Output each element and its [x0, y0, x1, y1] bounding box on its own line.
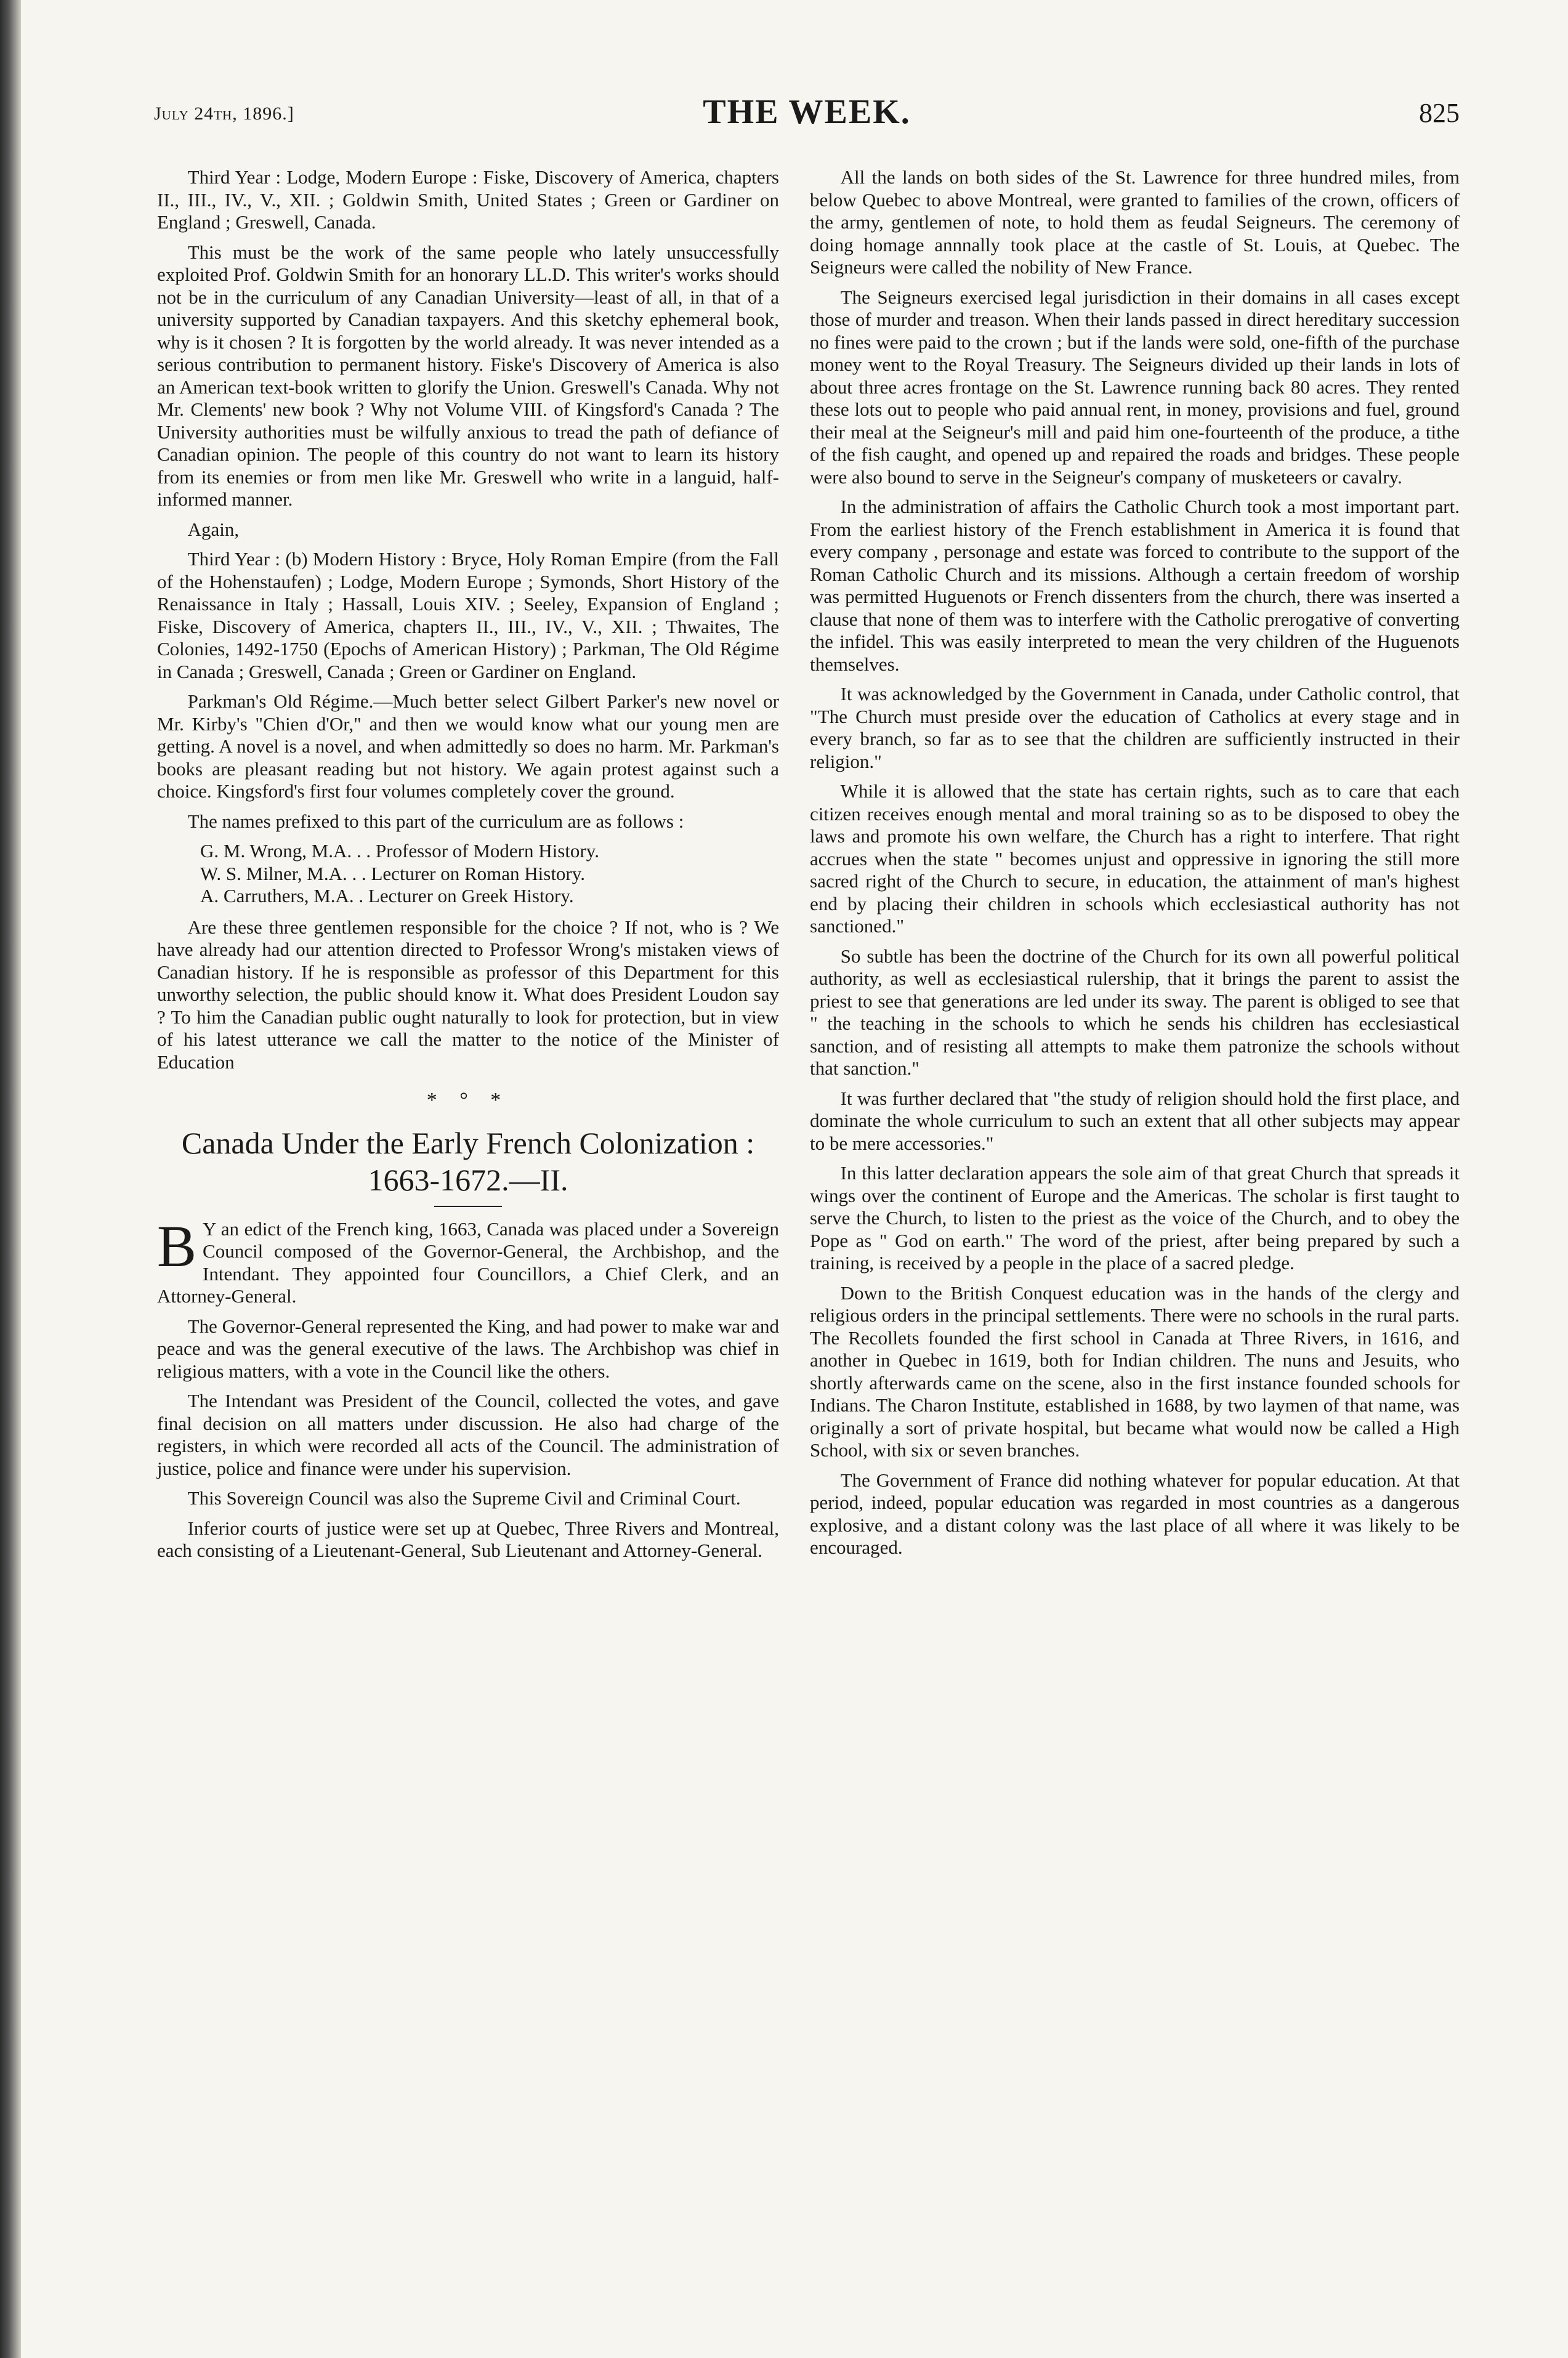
- page-number: 825: [1419, 98, 1460, 128]
- paragraph: The names prefixed to this part of the curriculum are as follows :: [187, 810, 684, 832]
- article-paragraph: B Y an edict of the French king, 1663, Canada was placed under a Sovereign Council composed of the Governor-General, the Archbishop, and the Intendant. They appointed four Councillors, a Chief Clerk, and an Attorney-General.: [157, 1213, 779, 1307]
- article-paragraph: While it is allowed that the state has certain rights, such as to care that each citizen receives enough mental and moral training so as to be disposed to obey the laws and promote his own welfare, the Church has a right to interfere. That right accrues when the state " becomes unjust and oppressive in ignoring the still more sacred right of the Church to secure, in education, the attainment of man's highest end by placing their children in schools which ecclesiastical authority has not sanctioned.": [810, 780, 1460, 937]
- article-paragraph: This Sovereign Council was also the Supreme Civil and Criminal Court.: [187, 1487, 741, 1509]
- curriculum-third-year: Third Year : Lodge, Modern Europe : Fiske, Discovery of America, chapters II., III., IV., V., XII. ; Goldwin Smith, United States ; Green or Gardiner on England ; Greswell, Canada.: [157, 166, 779, 233]
- faculty-name: A. Carruthers, M.A. . Lecturer on Greek History.: [200, 885, 574, 906]
- issue-date: July 24th, 1896.]: [154, 103, 294, 124]
- right-column: [810, 166, 1460, 1567]
- faculty-name: W. S. Milner, M.A. . . Lecturer on Roman History.: [200, 862, 585, 884]
- article-paragraph: It was further declared that "the study of religion should hold the first place, and dominate the whole curriculum to such an extent that all other subjects may appear to be mere accessories.": [810, 1087, 1460, 1154]
- drop-cap: B: [157, 1213, 197, 1279]
- article-paragraph: Inferior courts of justice were set up at Quebec, Three Rivers and Montreal, each consisting of a Lieutenant-General, Sub Lieutenant and Attorney-General.: [157, 1517, 779, 1561]
- article-paragraph: All the lands on both sides of the St. Lawrence for three hundred miles, from below Quebec to above Montreal, were granted to families of the crown, officers of the army, gentlemen of note, to hold them as feudal Seigneurs. The ceremony of doing homage annnally took place at the castle of St. Louis, at Quebec. The Seigneurs were called the nobility of New France.: [810, 166, 1460, 278]
- article-title: Canada Under the Early French Colonization : 1663-1672.—II.: [181, 1125, 755, 1197]
- scan-page-edge: [0, 0, 21, 2358]
- article-paragraph: The Intendant was President of the Council, collected the votes, and gave final decision on all matters under discussion. He also had charge of the registers, in which were recorded all acts of the Council. The administration of justice, police and finance were under his supervision.: [157, 1390, 779, 1479]
- section-divider: * ° *: [426, 1089, 510, 1112]
- article-paragraph: In this latter declaration appears the sole aim of that great Church that spreads it wings over the continent of Europe and the Americas. The scholar is first taught to serve the Church, to listen to the priest as the voice of the Church, and to obey the Pope as " God on earth." The word of the priest, after being prepared by such a training, is received by a people in the place of a sacred pledge.: [810, 1162, 1460, 1274]
- article-paragraph: The Governor-General represented the King, and had power to make war and peace and was the general executive of the laws. The Archbishop was chief in religious matters, with a vote in the Council like the others.: [157, 1315, 779, 1382]
- paragraph: Parkman's Old Régime.—Much better select Gilbert Parker's new novel or Mr. Kirby's "Chien d'Or," and then we would know what our young men are getting. A novel is a novel, and when admittedly so does no harm. Mr. Parkman's books are pleasant reading but not history. We again protest against such a choice. Kingsford's first four volumes completely cover the ground.: [157, 690, 779, 802]
- publication-title: THE WEEK.: [703, 93, 911, 131]
- article-paragraph: So subtle has been the doctrine of the Church for its own all powerful political authority, as well as ecclesiastical rulership, that it brings the parent to assist the priest to see that generations are led under its sway. The parent is obliged to see that " the teaching in the schools to which he sends his children has ecclesiastical sanction, and of resisting all attempts to make them patronize the schools without that sanction.": [810, 945, 1460, 1079]
- article-paragraph: The Seigneurs exercised legal jurisdiction in their domains in all cases except those of murder and treason. When their lands passed in direct hereditary succession no fines were paid to the crown ; but if the lands were sold, one-fifth of the purchase money went to the Royal Treasury. The Seigneurs divided up their lands in lots of about three acres frontage on the St. Lawrence running back 80 acres. They rented these lots out to people who paid annual rent, in money, provisions and fuel, ground their meal at the Seigneur's mill and paid him one-fourteenth of the produce, a tithe of the fish caught, and opened up and repaired the roads and bridges. These people were also bound to serve in the Seigneur's company of musketeers or cavalry.: [810, 286, 1460, 488]
- title-rule: [434, 1206, 502, 1207]
- faculty-name: G. M. Wrong, M.A. . . Professor of Modern History.: [200, 840, 599, 862]
- article-paragraph: In the administration of affairs the Catholic Church took a most important part. From the earliest history of the French establishment in America it is found that every company , personage and estate was forced to contribute to the support of the Roman Catholic Church and its missions. Although a certain freedom of worship was permitted Huguenots or French dissenters from the church, there was inserted a clause that none of them was to interfere with the Catholic prerogative of converting the infidel. This was easily interpreted to mean the very children of the Huguenots themselves.: [810, 496, 1460, 675]
- page-header: [154, 92, 1460, 142]
- article-paragraph: The Government of France did nothing whatever for popular education. At that period, indeed, popular education was regarded in most countries as a dangerous explosive, and a distant colony was the last place of all where it was likely to be encouraged.: [810, 1469, 1460, 1558]
- article-paragraph: It was acknowledged by the Government in Canada, under Catholic control, that "The Church must preside over the education of Catholics at every stage and in every branch, so far as to see that the children are sufficiently instructed in their religion.": [810, 683, 1460, 772]
- left-column: [157, 166, 779, 1570]
- curriculum-modern-history: Third Year : (b) Modern History : Bryce, Holy Roman Empire (from the Fall of the Hohenstaufen) ; Lodge, Modern Europe ; Symonds, Short History of the Renaissance in Italy ; Hassall, Louis XIV. ; Seeley, Expansion of England ; Fiske, Discovery of America, chapters II., III., IV., V., XII. ; Thwaites, The Colonies, 1492-1750 (Epochs of American History) ; Parkman, The Old Régime in Canada ; Greswell, Canada ; Green or Gardiner on England.: [157, 548, 779, 682]
- paragraph: Again,: [187, 518, 240, 540]
- faculty-list: [200, 840, 779, 908]
- article-paragraph: Down to the British Conquest education was in the hands of the clergy and religious orders in the principal settlements. There were no schools in the rural parts. The Recollets founded the first school in Canada at Three Rivers, in 1616, and another in Quebec in 1619, both for Indian children. The nuns and Jesuits, who shortly afterwards came on the scene, also in the first instance founded schools for Indians. The Charon Institute, established in 1688, by two laymen of that name, was originally a sort of private hospital, but became what would now be called a High School, with six or seven branches.: [810, 1282, 1460, 1461]
- paragraph: This must be the work of the same people who lately unsuccessfully exploited Prof. Goldwin Smith for an honorary LL.D. This writer's works should not be in the curriculum of any Canadian University—least of all, in that of a university supported by Canadian taxpayers. And this sketchy ephemeral book, why is it chosen ? It is forgotten by the world already. It was never intended as a serious contribution to permanent history. Fiske's Discovery of America is also an American text-book written to glorify the Union. Greswell's Canada. Why not Mr. Clements' new book ? Why not Volume VIII. of Kingsford's Canada ? The University authorities must be wilfully anxious to tread the path of defiance of Canadian opinion. The people of this country do not want to learn its history from its enemies or from men like Mr. Greswell who write in a languid, half-informed manner.: [157, 241, 779, 510]
- paragraph: Are these three gentlemen responsible for the choice ? If not, who is ? We have already had our attention directed to Professor Wrong's mistaken views of Canadian history. If he is responsible as professor of this Department for this unworthy selection, the public should know it. What does President Loudon say ? To him the Canadian public ought naturally to look for protection, but in view of his latest utterance we call the matter to the notice of the Minister of Education: [157, 916, 779, 1073]
